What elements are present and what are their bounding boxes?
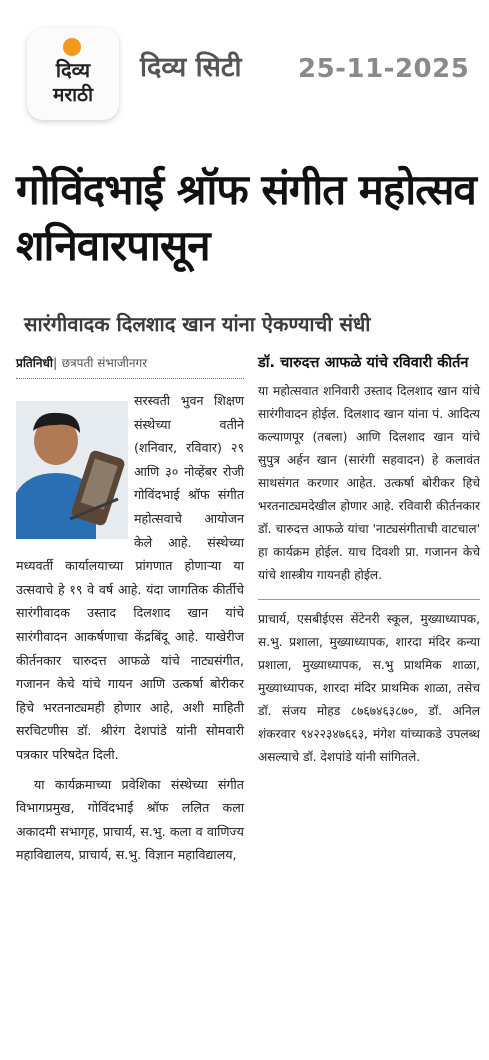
page-header	[0, 0, 489, 140]
byline-label: प्रतिनिधी	[16, 356, 54, 370]
divya-marathi-logo[interactable]	[27, 28, 119, 120]
byline: प्रतिनिधी| छत्रपती संभाजीनगर	[16, 350, 244, 379]
paragraph-1-text: सरस्वती भुवन शिक्षण संस्थेच्या वतीने (शनिवार, रविवार) २९ आणि ३० नोव्हेंबर रोजी गोविंदभाई श्रॉफ संगीत महोत्सवाचे आयोजन केले आहे. संस्थेच्या मध्यवर्ती कार्यालयाच्या प्रांगणात होणाऱ्या या उत्सवाचे हे १९ वे वर्ष आहे. यंदा जागतिक कीर्तीचे सारंगीवादक उस्ताद दिलशाद खान यांचे सारंगीवादन आकर्षणाचा केंद्रबिंदू आहे. याखेरीज कीर्तनकार चारुदत्त आफळे यांचे नाट्यसंगीत, गजानन केचे यांचे गायन आणि उत्कर्षा बोरीकर हिचे भरतनाट्यमही होणार आहे, अशी माहिती सरचिटणीस डॉ. श्रीरंग देशपांडे यांनी सोमवारी पत्रकार परिषदेत दिली.	[16, 393, 244, 762]
sun-icon	[61, 36, 83, 58]
right-column-paragraph-2: प्राचार्य, एसबीईएस सेंटेनरी स्कूल, मुख्याध्यापक, स.भु. प्रशाला, मुख्याध्यापक, शारदा मंदिर कन्या प्रशाला, मुख्याध्यापक, स.भु प्राथमिक शाळा, मुख्याध्यापक, शारदा मंदिर प्राथमिक शाळा, तसेच डॉ. संजय मोहड ८७६७४६३८७०, डॉ. अनिल शंकरवार ९४२२३४७६६३, मंगेश यांच्याकडे उपलब्ध असल्याचे डॉ. देशपांडे यांनी सांगितले.	[258, 612, 480, 764]
logo-text-line1: दिव्य	[55, 58, 91, 82]
article-subheadline: सारंगीवादक दिलशाद खान यांना ऐकण्याची संधी	[24, 312, 371, 336]
byline-city: छत्रपती संभाजीनगर	[61, 356, 148, 370]
article-headline: गोविंदभाई श्रॉफ संगीत महोत्सव शनिवारपासून	[16, 165, 476, 270]
edition-name: दिव्य सिटी	[140, 52, 242, 83]
publication-date: 25-11-2025	[298, 54, 470, 84]
right-column	[258, 350, 480, 769]
logo-text-line2: मराठी	[52, 84, 93, 106]
musician-photo-icon	[16, 401, 128, 539]
column-divider	[258, 599, 480, 600]
right-column-subhead: डॉ. चारुदत्त आफळे यांचे रविवारी कीर्तन	[258, 355, 469, 371]
photo-dilshad-khan	[16, 401, 128, 539]
right-column-paragraph-1: या महोत्सवात शनिवारी उस्ताद दिलशाद खान यांचे सारंगीवादन होईल. दिलशाद खान यांना पं. आदित्य कल्याणपूर (तबला) आणि दिलशाद खान यांचे सुपुत्र अर्हन खान (सारंगी सहवादन) हे कलावंत साथसंगत करणार आहेत. उत्कर्षा बोरीकर हिचे भरतनाट्यमदेखील होणार आहे. रविवारी कीर्तनकार डॉ. चारुदत्त आफळे यांचा 'नाट्यसंगीताची वाटचाल' हा कार्यक्रम होईल. याच दिवशी प्रा. गजानन केचे यांचे शास्त्रीय गायनही होईल.	[258, 384, 480, 582]
left-column	[16, 350, 244, 867]
article-paragraph-1	[16, 389, 244, 767]
article-paragraph-2: या कार्यक्रमाच्या प्रवेशिका संस्थेच्या संगीत विभागप्रमुख, गोविंदभाई श्रॉफ ललित कला अकादमी सभागृह, प्राचार्य, स.भु. कला व वाणिज्य महाविद्यालय, प्राचार्य, स.भु. विज्ञान महाविद्यालय,	[16, 776, 244, 863]
